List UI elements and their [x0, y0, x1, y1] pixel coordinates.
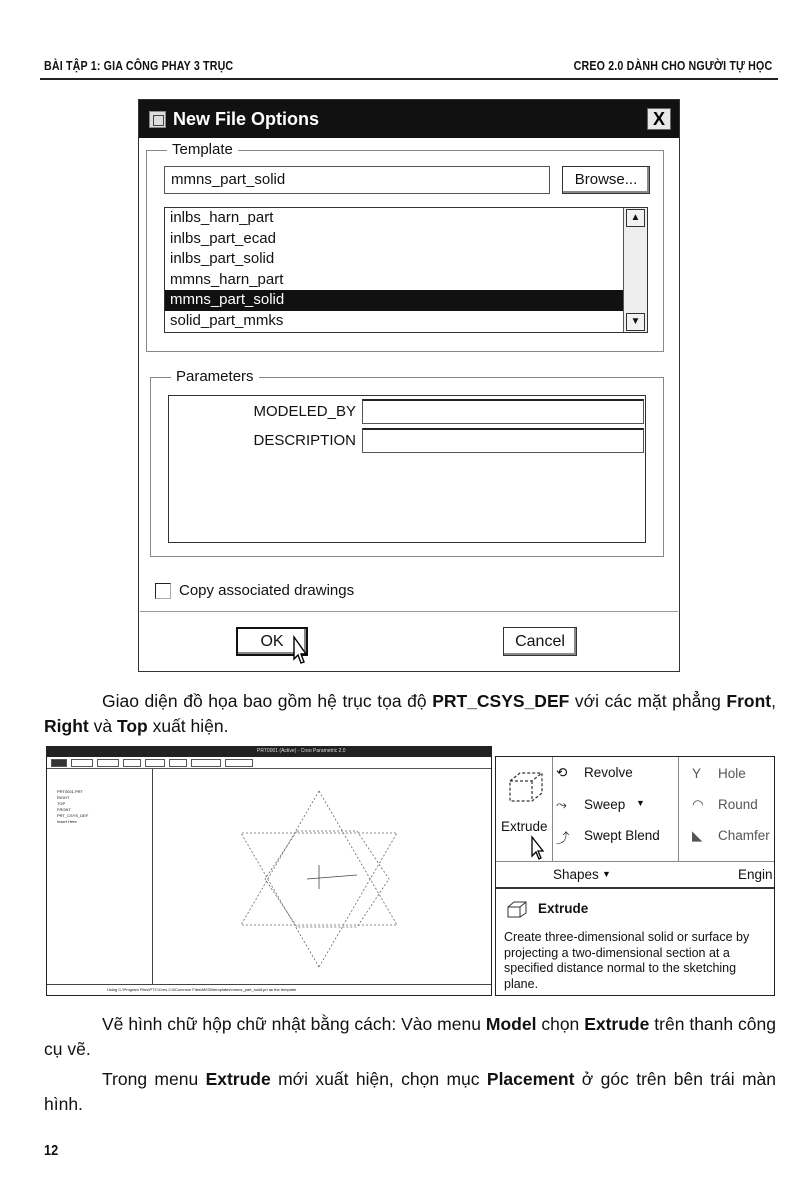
creo-title-bar	[47, 747, 491, 757]
round-icon: ◠	[692, 797, 704, 812]
p2-bold: Extrude	[584, 1014, 650, 1034]
extrude-button-label[interactable]: Extrude	[501, 819, 548, 834]
window-menu-icon[interactable]	[149, 111, 166, 128]
p3-bold: Placement	[486, 1069, 575, 1089]
creo-tab[interactable]	[169, 759, 187, 767]
scroll-down-icon[interactable]: ▼	[626, 313, 645, 331]
tooltip-description: Create three-dimensional solid or surface by projecting a two-dimensional section at a specified distance normal to the sketching plane.	[504, 930, 750, 991]
chevron-down-icon[interactable]: ▼	[636, 798, 645, 808]
p2-text: Vẽ hình chữ hộp chữ nhật bằng cách: Vào menu	[102, 1014, 486, 1034]
scroll-up-icon[interactable]: ▲	[626, 209, 645, 227]
template-legend: Template	[167, 141, 238, 158]
datum-planes-graphic	[157, 777, 487, 977]
revolve-button[interactable]: Revolve	[584, 765, 633, 780]
ribbon-divider	[552, 757, 553, 861]
running-header-right: CREO 2.0 DÀNH CHO NGƯỜI TỰ HỌC	[573, 58, 772, 73]
hole-icon: Y	[692, 766, 702, 781]
extrude-icon	[506, 767, 546, 803]
creo-tab[interactable]	[123, 759, 141, 767]
creo-tab[interactable]	[97, 759, 119, 767]
dialog-title: New File Options	[173, 109, 320, 129]
tree-item[interactable]: RIGHT	[57, 795, 70, 800]
template-input[interactable]: mmns_part_solid	[164, 166, 550, 194]
list-item[interactable]: inlbs_part_ecad	[170, 229, 276, 247]
dialog-separator	[140, 611, 678, 612]
dialog-title-bar	[139, 100, 679, 138]
round-button[interactable]: Round	[718, 797, 758, 812]
param-label-description: DESCRIPTION	[253, 432, 356, 449]
sweep-button[interactable]: Sweep	[584, 797, 626, 812]
shapes-group-label[interactable]: Shapes	[553, 867, 599, 882]
cancel-button[interactable]: Cancel	[503, 627, 577, 656]
chamfer-button[interactable]: Chamfer	[718, 828, 770, 843]
p1-text: và	[88, 716, 117, 736]
p2-text: chọn	[536, 1014, 585, 1034]
creo-status-bar	[47, 984, 491, 995]
modeled-by-field[interactable]	[362, 399, 644, 424]
creo-ribbon-tabs	[47, 757, 491, 769]
template-list[interactable]	[164, 207, 648, 333]
extrude-icon	[506, 899, 528, 919]
running-header-left: BÀI TẬP 1: GIA CÔNG PHAY 3 TRỤC	[44, 58, 234, 73]
creo-window-title: PRT0001 (Active) - Creo Parametric 2.0	[257, 748, 346, 754]
browse-button[interactable]: Browse...	[562, 166, 650, 194]
list-item[interactable]: inlbs_part_solid	[170, 250, 275, 267]
creo-tab[interactable]	[71, 759, 93, 767]
p3-text: Trong menu	[102, 1069, 206, 1089]
tree-item[interactable]: FRONT	[57, 807, 71, 812]
swept-blend-button[interactable]: Swept Blend	[584, 828, 660, 843]
ribbon-group-rule	[496, 861, 774, 862]
page-number: 12	[44, 1142, 59, 1159]
mouse-cursor-icon	[290, 635, 310, 667]
p1-text: với các mặt phẳng	[569, 691, 727, 711]
paragraph-3	[44, 1067, 776, 1117]
p3-text: mới xuất hiện, chọn mục	[270, 1069, 487, 1089]
tooltip-divider	[496, 887, 774, 889]
paragraph-2	[44, 1012, 776, 1062]
description-field[interactable]	[362, 428, 644, 453]
list-item[interactable]: inlbs_harn_part	[170, 209, 274, 226]
tree-item[interactable]: Insert Here	[57, 819, 77, 824]
status-message: Using C:\Program Files\PTC\Creo 2.0\Common Files\M030\templates\mmns_part_solid.prt as the template	[107, 987, 297, 992]
close-icon[interactable]: X	[647, 108, 671, 130]
tree-item[interactable]: PRT0001.PRT	[57, 789, 83, 794]
chevron-down-icon[interactable]: ▼	[602, 869, 611, 879]
creo-tab[interactable]	[191, 759, 221, 767]
list-item[interactable]: mmns_harn_part	[170, 270, 284, 288]
ribbon-screenshot	[495, 756, 775, 996]
ribbon-divider	[678, 757, 679, 861]
copy-drawings-checkbox[interactable]	[155, 583, 171, 599]
creo-tab[interactable]	[145, 759, 165, 767]
chamfer-icon: ◣	[692, 828, 703, 843]
copy-drawings-label: Copy associated drawings	[179, 582, 355, 599]
engineering-group-label[interactable]: Engin	[738, 867, 773, 882]
list-item[interactable]: solid_part_mmks	[170, 311, 284, 329]
parameters-legend: Parameters	[171, 368, 259, 385]
paragraph-1	[44, 689, 776, 739]
p1-bold: Right	[44, 716, 89, 736]
list-scrollbar[interactable]	[623, 208, 647, 332]
p1-text: xuất hiện.	[147, 716, 229, 736]
swept-blend-icon: ⤴	[556, 831, 570, 846]
p1-bold: PRT_CSYS_DEF	[432, 691, 570, 711]
p2-bold: Model	[485, 1014, 537, 1034]
p1-text: ,	[771, 691, 776, 711]
tree-item[interactable]: PRT_CSYS_DEF	[57, 813, 89, 818]
sweep-icon: ⤳	[556, 797, 567, 812]
model-tree	[47, 769, 153, 985]
list-item-selected[interactable]: mmns_part_solid	[165, 290, 623, 311]
p3-text: ở góc trên bên trái màn hình.	[44, 1069, 777, 1114]
tree-item[interactable]: TOP	[57, 801, 66, 806]
p2-text: trên thanh công cụ vẽ.	[44, 1014, 776, 1059]
param-label-modeled-by: MODELED_BY	[253, 403, 356, 420]
p1-bold: Front	[726, 691, 772, 711]
creo-tab[interactable]	[225, 759, 253, 767]
revolve-icon: ⟲	[556, 765, 568, 780]
tooltip-title: Extrude	[538, 901, 589, 916]
header-rule	[40, 78, 778, 80]
p1-text: Giao diện đồ họa bao gồm hệ trục tọa độ	[102, 691, 433, 711]
ok-button[interactable]: OK	[236, 627, 308, 656]
mouse-cursor-icon	[529, 835, 547, 863]
p1-bold: Top	[116, 716, 148, 736]
hole-button[interactable]: Hole	[718, 766, 746, 781]
creo-tab[interactable]	[51, 759, 67, 767]
creo-window-screenshot	[46, 746, 492, 996]
p3-bold: Extrude	[205, 1069, 271, 1089]
